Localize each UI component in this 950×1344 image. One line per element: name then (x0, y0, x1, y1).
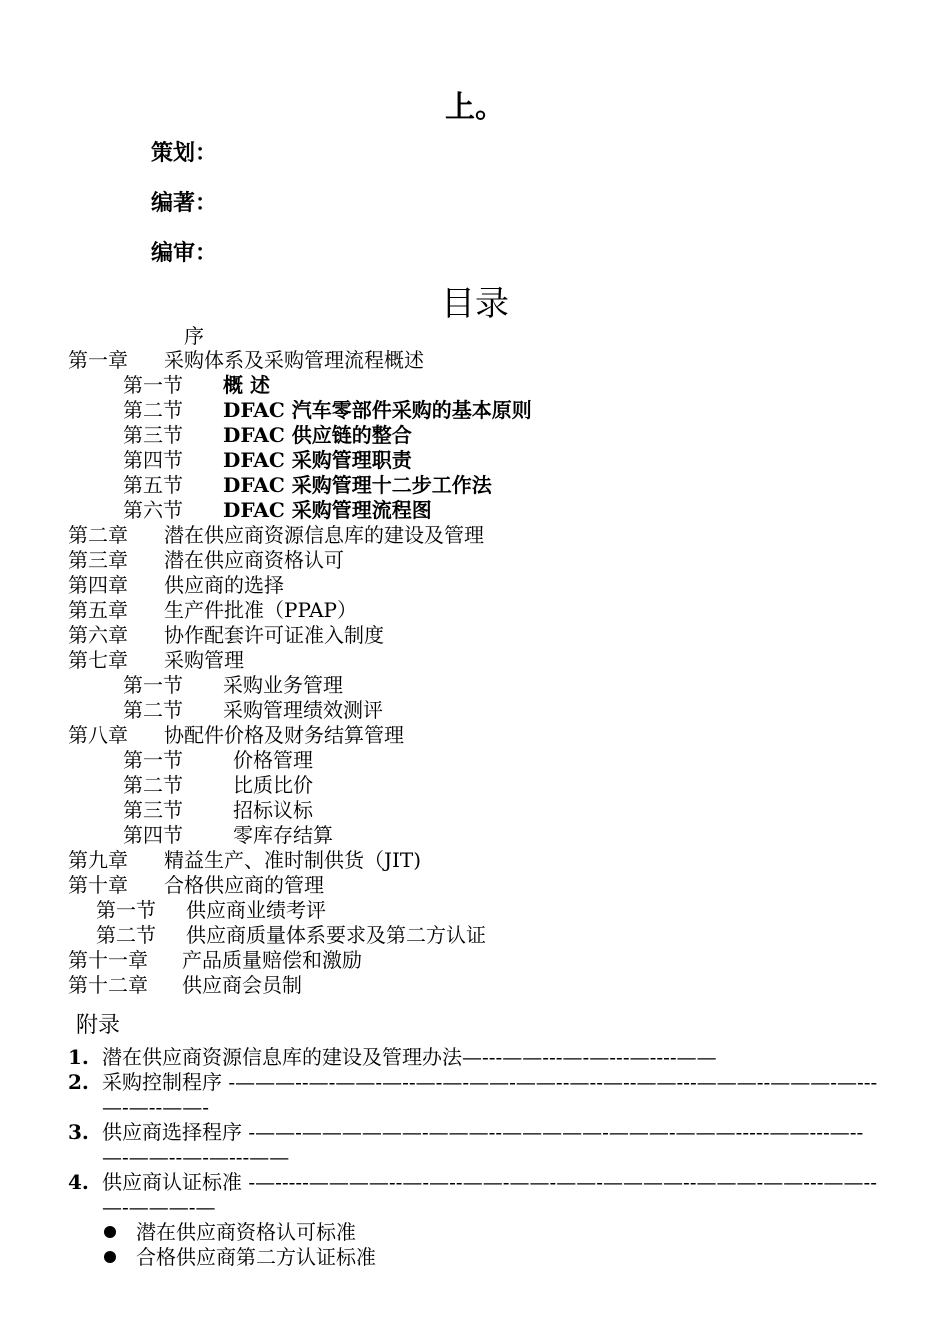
toc-chapter-title: 潜在供应商资格认可 (164, 548, 344, 572)
toc-section-label: 第三节 (123, 798, 183, 822)
toc-section-title: 比质比价 (233, 773, 313, 797)
toc-chapter-7 (68, 648, 244, 672)
toc-chapter-title: 采购体系及采购管理流程概述 (164, 348, 424, 372)
toc-section-8-1 (123, 748, 313, 772)
appendix-bullet-text: 潜在供应商资格认可标准 (136, 1220, 356, 1244)
toc-section-title: DFAC 采购管理职责 (223, 448, 412, 472)
toc-chapter-label: 第六章 (68, 623, 128, 647)
toc-section-label: 第一节 (123, 673, 183, 697)
appendix-item-number: 2. (68, 1070, 89, 1094)
toc-chapter-title: 供应商会员制 (182, 973, 302, 997)
toc-section-title: 概 述 (223, 373, 270, 397)
toc-section-title: DFAC 采购管理流程图 (223, 498, 432, 522)
toc-section-label: 第一节 (96, 898, 156, 922)
appendix-item-number: 1. (68, 1045, 89, 1069)
appendix-item-text: 供应商认证标准 -—-----————--—-—--——-——-——-————--———-——---——--—-———-— (102, 1170, 878, 1219)
toc-section-1-1 (123, 373, 270, 397)
toc-chapter-label: 第七章 (68, 648, 128, 672)
toc-chapter-8 (68, 723, 404, 747)
toc-section-1-2 (123, 398, 532, 422)
toc-section-title: DFAC 供应链的整合 (223, 423, 412, 447)
toc-section-title: 零库存结算 (233, 823, 333, 847)
toc-chapter-title: 合格供应商的管理 (164, 873, 324, 897)
toc-chapter-title: 采购管理 (164, 648, 244, 672)
toc-chapter-label: 第十二章 (68, 973, 148, 997)
toc-chapter-9 (68, 848, 421, 872)
toc-chapter-title: 潜在供应商资源信息库的建设及管理 (164, 523, 484, 547)
toc-chapter-3 (68, 548, 344, 572)
toc-section-1-6 (123, 498, 432, 522)
appendix-item-text: 采购控制程序 -———--—-——-—--—-—-——-——--—--—--——---———--———-—---—-—--——- (102, 1070, 878, 1119)
toc-section-label: 第五节 (123, 473, 183, 497)
toc-chapter-label: 第八章 (68, 723, 128, 747)
toc-section-label: 第一节 (123, 373, 183, 397)
toc-chapter-6 (68, 623, 384, 647)
bullet-icon (104, 1251, 116, 1263)
toc-chapter-label: 第九章 (68, 848, 128, 872)
toc-chapter-title: 生产件批准（PPAP） (164, 598, 357, 622)
toc-section-title: 采购业务管理 (223, 673, 343, 697)
bullet-icon (104, 1226, 116, 1238)
appendix-item-number: 4. (68, 1170, 89, 1194)
toc-chapter-2 (68, 523, 484, 547)
toc-section-7-1 (123, 673, 343, 697)
toc-section-8-2 (123, 773, 313, 797)
toc-section-label: 第二节 (123, 773, 183, 797)
toc-chapter-5 (68, 598, 357, 622)
review-label: 编审： (151, 240, 218, 266)
toc-chapter-label: 第一章 (68, 348, 128, 372)
appendix-title: 附录 (76, 1013, 121, 1038)
toc-chapter-1 (68, 348, 424, 372)
toc-preface: 序 (184, 324, 204, 348)
toc-chapter-10 (68, 873, 324, 897)
toc-title: 目录 (441, 284, 509, 324)
toc-section-label: 第一节 (123, 748, 183, 772)
toc-section-label: 第二节 (123, 698, 183, 722)
toc-chapter-title: 精益生产、准时制供货（JIT) (164, 848, 422, 872)
toc-section-1-3 (123, 423, 412, 447)
toc-section-title: 供应商质量体系要求及第二方认证 (186, 923, 486, 947)
appendix-item-number: 3. (68, 1120, 89, 1144)
toc-section-1-4 (123, 448, 412, 472)
toc-section-label: 第三节 (123, 423, 183, 447)
toc-section-label: 第二节 (96, 923, 156, 947)
toc-section-title: 招标议标 (233, 798, 313, 822)
toc-chapter-label: 第二章 (68, 523, 128, 547)
planning-label: 策划： (151, 140, 218, 166)
toc-section-7-2 (123, 698, 383, 722)
toc-chapter-title: 协配件价格及财务结算管理 (164, 723, 404, 747)
appendix-item-text: 潜在供应商资源信息库的建设及管理办法—---——---—-—---—----—— (102, 1045, 717, 1069)
author-label: 编著： (151, 190, 218, 216)
toc-section-title: 供应商业绩考评 (186, 898, 326, 922)
toc-section-label: 第六节 (123, 498, 183, 522)
toc-section-label: 第四节 (123, 823, 183, 847)
toc-chapter-12 (68, 973, 302, 997)
toc-chapter-label: 第十一章 (68, 948, 148, 972)
toc-section-8-4 (123, 823, 333, 847)
toc-chapter-title: 供应商的选择 (164, 573, 284, 597)
toc-chapter-4 (68, 573, 284, 597)
toc-section-8-3 (123, 798, 313, 822)
toc-chapter-title: 协作配套许可证准入制度 (164, 623, 384, 647)
toc-section-title: 价格管理 (233, 748, 313, 772)
toc-chapter-label: 第五章 (68, 598, 128, 622)
toc-section-title: DFAC 汽车零部件采购的基本原则 (223, 398, 532, 422)
appendix-bullet-text: 合格供应商第二方认证标准 (136, 1245, 376, 1269)
toc-chapter-11 (68, 948, 362, 972)
top-heading: 上。 (445, 90, 505, 125)
toc-section-1-5 (123, 473, 492, 497)
toc-chapter-label: 第四章 (68, 573, 128, 597)
toc-section-title: 采购管理绩效测评 (223, 698, 383, 722)
toc-section-10-1 (96, 898, 326, 922)
toc-section-label: 第四节 (123, 448, 183, 472)
toc-chapter-label: 第十章 (68, 873, 128, 897)
toc-chapter-title: 产品质量赔偿和激励 (182, 948, 362, 972)
toc-section-10-2 (96, 923, 486, 947)
appendix-item-text: 供应商选择程序 -——-——————-———--—————-———-———-----——---—--—-——--—-—---—— (102, 1120, 864, 1169)
toc-chapter-label: 第三章 (68, 548, 128, 572)
toc-section-label: 第二节 (123, 398, 183, 422)
toc-section-title: DFAC 采购管理十二步工作法 (223, 473, 492, 497)
